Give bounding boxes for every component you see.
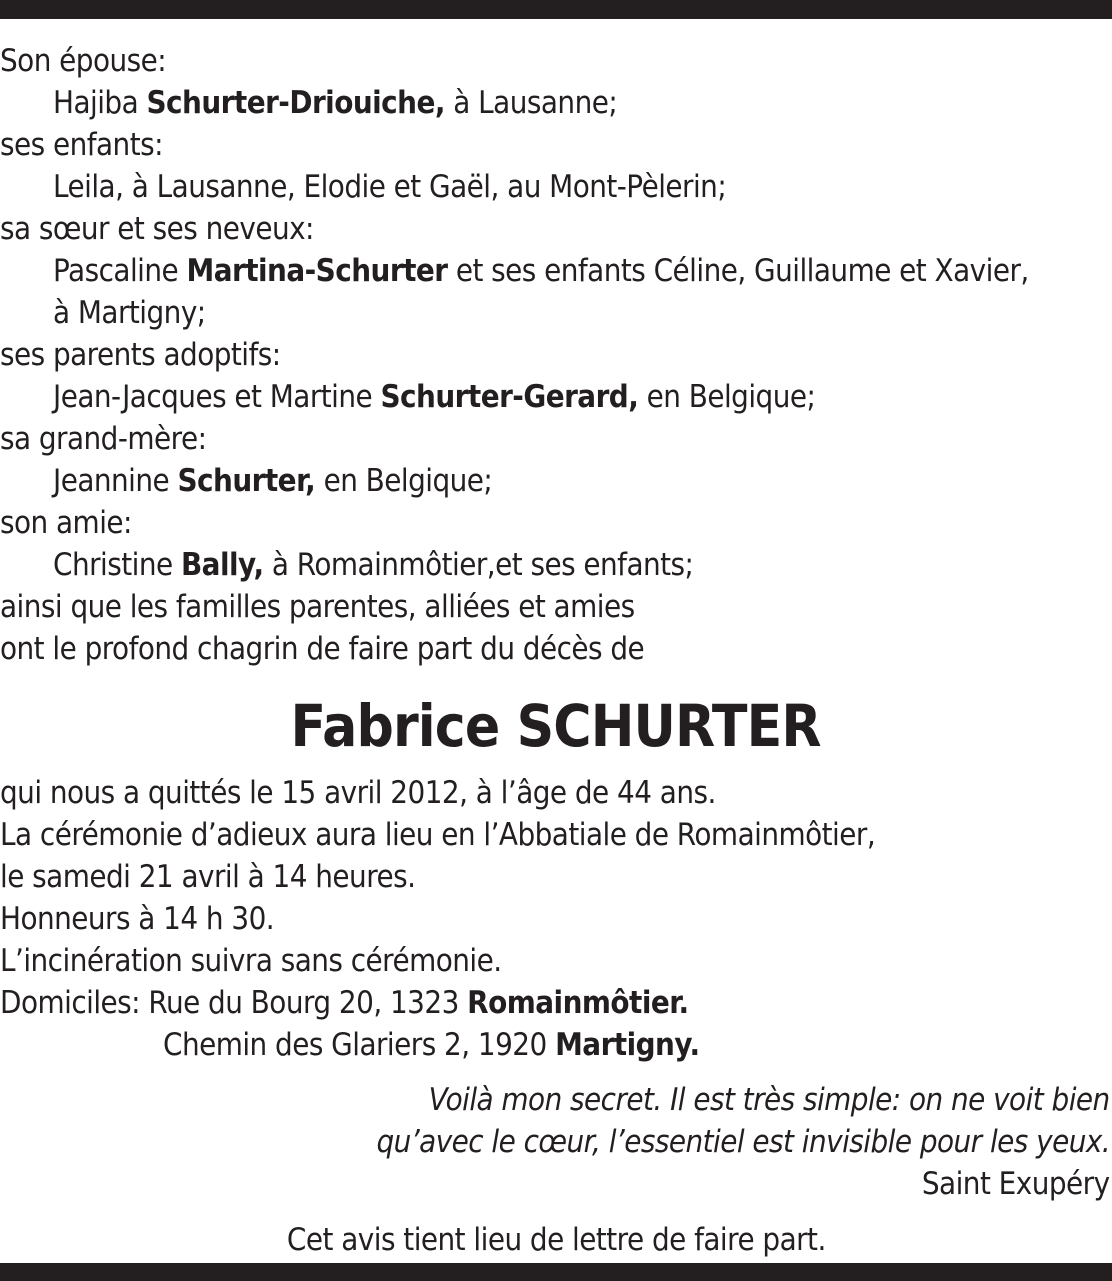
adoptive-heading: ses parents adoptifs: [0,337,281,373]
friend-line: Christine Bally, à Romainmôtier,et ses enfants; [53,547,694,583]
adoptive-surname: Schurter-Gerard, [380,379,639,415]
footer-note: Cet avis tient lieu de lettre de faire part. [286,1222,826,1258]
announce-line: ont le profond chagrin de faire part du décès de [0,631,645,667]
death-line: qui nous a quittés le 15 avril 2012, à l’âge de 44 ans. [0,775,716,811]
domicile-line-1: Domiciles: Rue du Bourg 20, 1323 Romainmôtier. [0,985,689,1021]
quote-author: Saint Exupéry [922,1166,1110,1202]
sister-line: Pascaline Martina-Schurter et ses enfants Céline, Guillaume et Xavier, [53,253,1029,289]
ceremony-line-1: La cérémonie d’adieux aura lieu en l’Abbatiale de Romainmôtier, [0,817,876,853]
sister-surname: Martina-Schurter [186,253,448,289]
families-line: ainsi que les familles parentes, alliées et amies [0,589,635,625]
sister-place: à Martigny; [53,295,206,331]
bottom-rule [0,1263,1112,1281]
deceased-name: Fabrice SCHURTER [290,692,822,760]
spouse-line: Hajiba Schurter-Driouiche, à Lausanne; [53,85,618,121]
quote-line-1: Voilà mon secret. Il est très simple: on ne voit bien [428,1082,1110,1118]
grandmother-heading: sa grand-mère: [0,421,207,457]
honours-line: Honneurs à 14 h 30. [0,901,275,937]
grandmother-line: Jeannine Schurter, en Belgique; [53,463,493,499]
top-rule [0,0,1112,19]
domicile-line-2: Chemin des Glariers 2, 1920 Martigny. [163,1027,700,1063]
spouse-heading: Son épouse: [0,43,167,79]
domicile-town-2: Martigny. [555,1027,700,1063]
friend-surname: Bally, [180,547,264,583]
children-line: Leila, à Lausanne, Elodie et Gaël, au Mont-Pèlerin; [53,169,727,205]
grandmother-surname: Schurter, [177,463,316,499]
quote-line-2: qu’avec le cœur, l’essentiel est invisible pour les yeux. [376,1124,1110,1160]
adoptive-line: Jean-Jacques et Martine Schurter-Gerard, en Belgique; [53,379,816,415]
ceremony-line-2: le samedi 21 avril à 14 heures. [0,859,416,895]
sister-heading: sa sœur et ses neveux: [0,211,314,247]
children-heading: ses enfants: [0,127,163,163]
spouse-surname: Schurter-Driouiche, [146,85,445,121]
domicile-town-1: Romainmôtier. [467,985,689,1021]
cremation-line: L’incinération suivra sans cérémonie. [0,943,502,979]
friend-heading: son amie: [0,505,132,541]
